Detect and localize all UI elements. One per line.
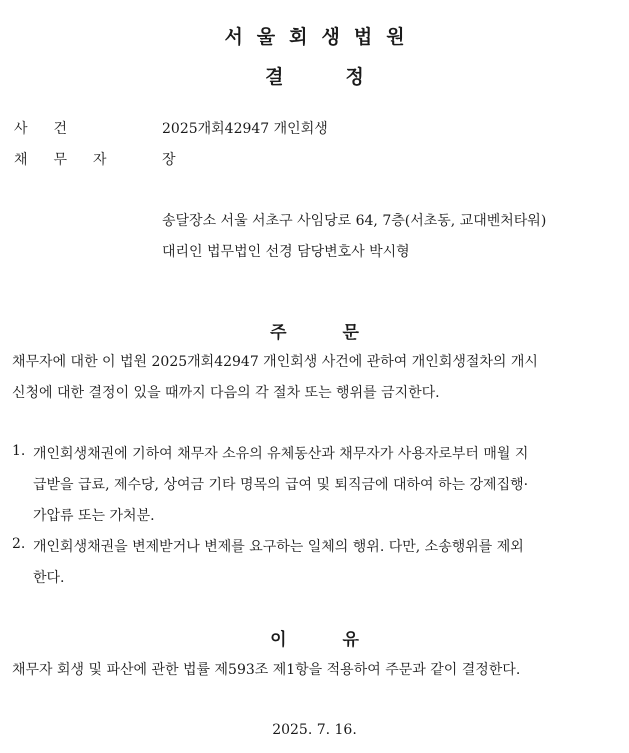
decision-date: 2025. 7. 16.	[272, 722, 357, 738]
order-item-2-line-1: 개인회생채권을 변제받거나 변제를 요구하는 일체의 행위. 다만, 소송행위를 제외	[33, 539, 524, 555]
court-name: 서울회생법원	[224, 26, 419, 48]
service-address: 송달장소 서울 서초구 사임당로 64, 7층(서초동, 교대벤처타워)	[162, 213, 547, 229]
order-item-1-line-1: 개인회생채권에 기하여 채무자 소유의 유체동산과 채무자가 사용자로부터 매월 지	[33, 446, 529, 462]
debtor-name: 장	[162, 152, 176, 168]
case-label: 사건	[14, 121, 94, 137]
reason-heading: 이유	[270, 630, 415, 650]
order-heading: 주문	[270, 323, 415, 343]
order-item-1-line-3: 가압류 또는 가처분.	[33, 508, 155, 524]
order-item-1-line-2: 급받을 급료, 제수당, 상여금 기타 명목의 급여 및 퇴직금에 대하여 하는 강제집행·	[33, 477, 529, 493]
order-item-1-number: 1.	[12, 443, 26, 459]
reason-text: 채무자 회생 및 파산에 관한 법률 제593조 제1항을 적용하여 주문과 같이 결정한다.	[12, 662, 521, 678]
debtor-label: 채무자	[14, 152, 133, 168]
legal-representative: 대리인 법무법인 선경 담당변호사 박시형	[162, 244, 410, 260]
case-number: 2025개회42947 개인회생	[162, 121, 328, 137]
order-item-2-line-2: 한다.	[33, 570, 65, 586]
document-title: 결정	[265, 66, 426, 88]
order-intro-line-2: 신청에 대한 결정이 있을 때까지 다음의 각 절차 또는 행위를 금지한다.	[12, 385, 440, 401]
order-intro-line-1: 채무자에 대한 이 법원 2025개회42947 개인회생 사건에 관하여 개인회생절차의 개시	[12, 354, 538, 370]
order-item-2-number: 2.	[12, 536, 26, 552]
